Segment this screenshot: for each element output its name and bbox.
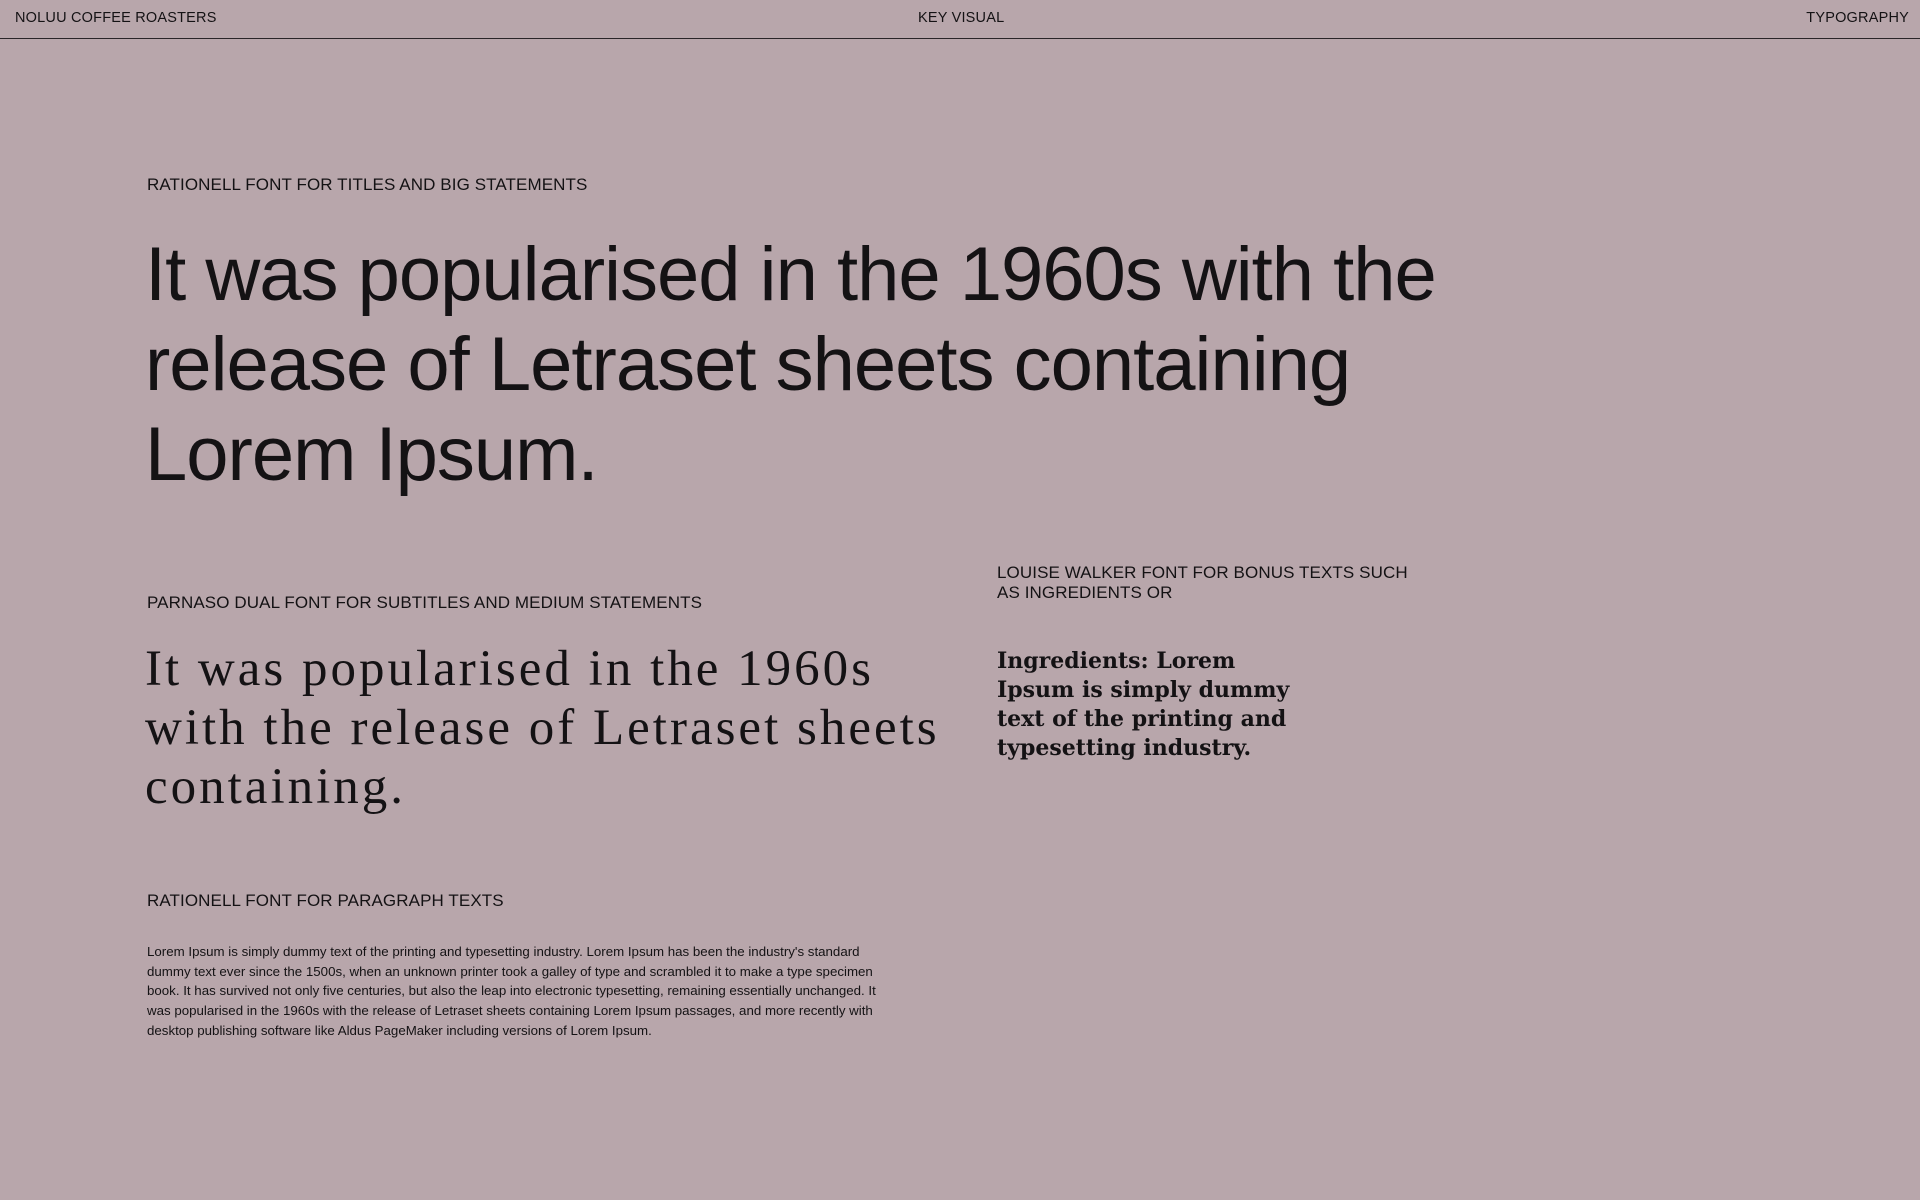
subtitles-font-label: PARNASO DUAL FONT FOR SUBTITLES AND MEDIUM STATEMENTS: [147, 593, 703, 612]
bonus-font-label: LOUISE WALKER FONT FOR BONUS TEXTS SUCH AS INGREDIENTS OR: [997, 563, 1408, 602]
section-title: KEY VISUAL: [918, 10, 1005, 26]
brand-name: NOLUU COFFEE ROASTERS: [15, 10, 217, 26]
top-bar: [0, 0, 1920, 39]
titles-font-label: RATIONELL FONT FOR TITLES AND BIG STATEMENTS: [147, 175, 588, 194]
paragraph-font-label: RATIONELL FONT FOR PARAGRAPH TEXTS: [147, 891, 504, 910]
bonus-font-sample: Ingredients: Lorem Ipsum is simply dummy text of the printing and typesetting industry.: [997, 648, 1290, 761]
paragraph-font-sample: Lorem Ipsum is simply dummy text of the printing and typesetting industry. Lorem Ipsum has been the industry's standard dummy text ever since the 1500s, when an unknown printer took a galley of type and scrambled it to make a type specimen book. It has survived not only five centuries, but also the leap into electronic typesetting, remaining essentially unchanged. It was popularised in the 1960s with the release of Letraset sheets containing Lorem Ipsum passages, and more recently with desktop publishing software like Aldus PageMaker including versions of Lorem Ipsum.: [147, 944, 876, 1038]
page-title: TYPOGRAPHY: [1806, 10, 1909, 26]
subtitles-font-sample: It was popularised in the 1960s with the release of Letraset sheets containing.: [145, 641, 940, 815]
titles-font-sample: It was popularised in the 1960s with the release of Letraset sheets containing Lorem Ipsum.: [145, 232, 1436, 497]
